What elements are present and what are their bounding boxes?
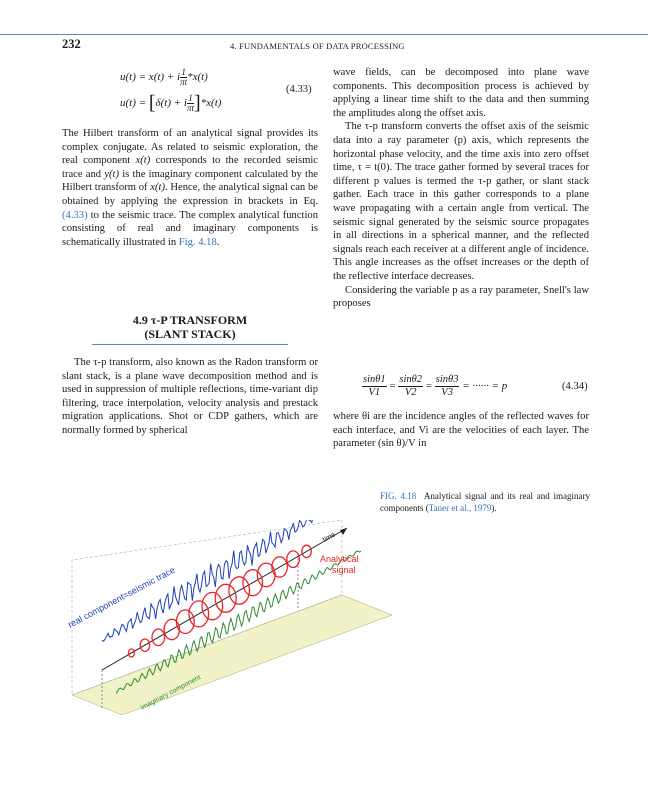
right-paragraph-4: where θi are the incidence angles of the reflected waves for each interface, and Vi are the velocities of each layer. The parameter (sin θ)/V in <box>333 411 589 450</box>
figure-reference-link[interactable]: Fig. 4.18 <box>178 236 217 248</box>
equation-number: (4.33) <box>286 84 312 95</box>
right-paragraph-2: The τ-p transform converts the offset axis of the seismic data into a ray parameter (p) axis, which represents the horizontal phase velocity, and the time axis into zero offset time, τ = t(0). The trace gather formed by several traces for different p values is termed the τ-p gather, or slant stack gather. Each trace in this gather corresponds to a plane wave propagating with a certain angle from vertical. The seismic signal generated by the seismic source propagates in all directions in a spherical manner, and the reflected signals reach each receiver at a different angle of incidence. This angle increases as the offset increases or the depth of the reflective interface decreases. <box>333 121 589 282</box>
right-paragraph-1: wave fields, can be decomposed into plane wave components. This decomposition process is achieved by applying a linear time shift to the data and then summing the amplitudes along the offset axis. <box>333 67 589 119</box>
running-title: 4. FUNDAMENTALS OF DATA PROCESSING <box>230 41 405 51</box>
analytical-signal-label-1: Analytical <box>320 554 359 564</box>
page-number: 232 <box>62 37 81 51</box>
time-arrow <box>340 528 347 535</box>
section-underline <box>92 344 288 345</box>
left-paragraph-2: The τ-p transform, also known as the Radon transform or slant stack, is a plane wave decomposition method and is used in suppression of multiple reflections, time-variant dip filtering, trace interpolation, velocity analysis and prestack migration applications. Shot or CDP gathers, which are normally formed by spherical <box>62 357 318 436</box>
header-rule <box>0 34 648 35</box>
right-column-text <box>333 66 589 311</box>
imaginary-component-label: imaginary component <box>139 674 203 712</box>
equation-4-34: $\frac{\sin\theta 1}{V1}$ = $\frac{\sin\theta 2}{V2}$ = $\frac{\sin\theta 3}{V3}$ = ······ = p (4.34) <box>363 374 588 398</box>
figure-caption: FIG. 4.18 Analytical signal and its real and imaginary components (Taner et al., 1979). <box>380 491 590 513</box>
time-label: time <box>321 531 337 544</box>
right-paragraph-3: Considering the variable p as a ray parameter, Snell's law proposes <box>333 284 589 310</box>
equation-line-1: u(t) = x(t) + i $\frac{1}{\pi t}$ *x(t) <box>120 67 208 87</box>
section-heading: 4.9 τ-P TRANSFORM (SLANT STACK) <box>62 313 318 341</box>
analytical-signal-label-2: signal <box>332 565 356 575</box>
citation-link[interactable]: Taner et al., 1979 <box>428 503 492 513</box>
analytical-signal-figure <box>62 520 392 715</box>
real-component-label: real component=seismic trace <box>66 564 177 630</box>
equation-reference-link[interactable]: (4.33) <box>62 209 88 221</box>
imaginary-plane <box>72 595 392 715</box>
left-paragraph-1: The Hilbert transform of an analytical signal provides its complex conjugate. As related to seismic exploration, the real component x(t) corresponds to the recorded seismic trace and y(t) is the imaginary component calculated by the Hilbert transform of x(t). Hence, the analytical signal can be obtained by applying the expression in brackets in Eq. (4.33) to the seismic trace. The complex analytical function consisting of real and imaginary components is schematically illustrated in Fig. 4.18. <box>62 128 319 248</box>
figure-label: FIG. 4.18 <box>380 491 417 501</box>
equation-4-33 <box>110 68 320 118</box>
equation-line-2: u(t) = [δ(t) + i $\frac{1}{\pi t}$ ]*x(t) <box>120 92 222 114</box>
